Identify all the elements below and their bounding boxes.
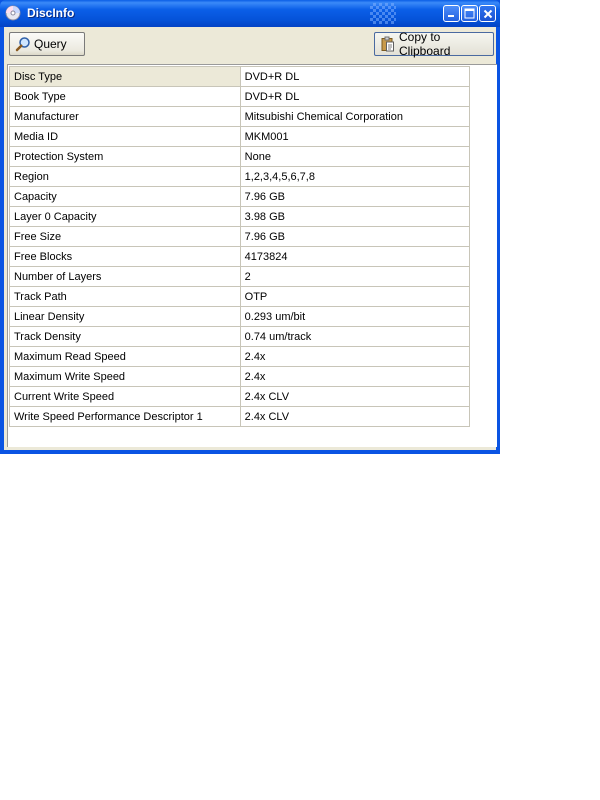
- property-value[interactable]: MKM001: [240, 127, 469, 147]
- clipboard-icon: [380, 36, 396, 52]
- property-name[interactable]: Write Speed Performance Descriptor 1: [10, 407, 241, 427]
- property-name[interactable]: Free Blocks: [10, 247, 241, 267]
- property-value[interactable]: OTP: [240, 287, 469, 307]
- table-row[interactable]: [10, 107, 470, 127]
- window-title: DiscInfo: [27, 6, 75, 20]
- discinfo-window: [0, 0, 500, 454]
- table-row[interactable]: [10, 127, 470, 147]
- property-value[interactable]: 7.96 GB: [240, 227, 469, 247]
- property-value[interactable]: 2.4x CLV: [240, 387, 469, 407]
- grid-empty-area: [473, 65, 497, 447]
- toolbar: [4, 27, 496, 61]
- table-row[interactable]: [10, 67, 470, 87]
- property-name[interactable]: Maximum Write Speed: [10, 367, 241, 387]
- table-row[interactable]: [10, 327, 470, 347]
- property-name[interactable]: Current Write Speed: [10, 387, 241, 407]
- table-row[interactable]: [10, 387, 470, 407]
- property-value[interactable]: 7.96 GB: [240, 187, 469, 207]
- property-name[interactable]: Media ID: [10, 127, 241, 147]
- query-label: Query: [34, 37, 67, 51]
- property-value[interactable]: None: [240, 147, 469, 167]
- minimize-button[interactable]: [443, 5, 460, 22]
- property-value[interactable]: 1,2,3,4,5,6,7,8: [240, 167, 469, 187]
- minimize-icon: [447, 9, 456, 18]
- table-row[interactable]: [10, 167, 470, 187]
- property-name[interactable]: Layer 0 Capacity: [10, 207, 241, 227]
- table-row[interactable]: [10, 407, 470, 427]
- close-icon: [483, 9, 493, 19]
- property-name[interactable]: Protection System: [10, 147, 241, 167]
- property-value[interactable]: 2.4x: [240, 367, 469, 387]
- property-name[interactable]: Region: [10, 167, 241, 187]
- table-row[interactable]: [10, 307, 470, 327]
- property-value[interactable]: 2.4x: [240, 347, 469, 367]
- table-row[interactable]: [10, 287, 470, 307]
- maximize-button[interactable]: [461, 5, 478, 22]
- property-name[interactable]: Track Path: [10, 287, 241, 307]
- property-name[interactable]: Linear Density: [10, 307, 241, 327]
- property-grid[interactable]: [7, 64, 497, 447]
- table-row[interactable]: [10, 267, 470, 287]
- maximize-icon: [464, 8, 475, 19]
- property-name[interactable]: Track Density: [10, 327, 241, 347]
- table-row[interactable]: [10, 187, 470, 207]
- property-name[interactable]: Manufacturer: [10, 107, 241, 127]
- properties-table: [9, 66, 470, 427]
- property-value[interactable]: 2.4x CLV: [240, 407, 469, 427]
- property-name[interactable]: Maximum Read Speed: [10, 347, 241, 367]
- property-value[interactable]: DVD+R DL: [240, 87, 469, 107]
- property-name[interactable]: Capacity: [10, 187, 241, 207]
- table-row[interactable]: [10, 367, 470, 387]
- table-row[interactable]: [10, 247, 470, 267]
- property-name[interactable]: Book Type: [10, 87, 241, 107]
- copy-label: Copy to Clipboard: [399, 30, 451, 58]
- property-value[interactable]: 0.74 um/track: [240, 327, 469, 347]
- property-value[interactable]: Mitsubishi Chemical Corporation: [240, 107, 469, 127]
- property-value[interactable]: 3.98 GB: [240, 207, 469, 227]
- title-bar[interactable]: [0, 0, 500, 27]
- table-row[interactable]: [10, 207, 470, 227]
- table-row[interactable]: [10, 347, 470, 367]
- disc-icon: [5, 5, 21, 21]
- window-frame-bottom: [0, 450, 500, 454]
- property-value[interactable]: DVD+R DL: [240, 67, 469, 87]
- table-row[interactable]: [10, 227, 470, 247]
- close-button[interactable]: [479, 5, 496, 22]
- magnifier-icon: [15, 36, 31, 52]
- table-row[interactable]: [10, 147, 470, 167]
- query-button[interactable]: [9, 32, 85, 56]
- table-row[interactable]: [10, 87, 470, 107]
- property-name[interactable]: Number of Layers: [10, 267, 241, 287]
- property-value[interactable]: 4173824: [240, 247, 469, 267]
- property-value[interactable]: 2: [240, 267, 469, 287]
- property-value[interactable]: 0.293 um/bit: [240, 307, 469, 327]
- property-name[interactable]: Free Size: [10, 227, 241, 247]
- client-area: [4, 27, 496, 450]
- title-decoration: [370, 3, 396, 24]
- copy-to-clipboard-button[interactable]: [374, 32, 494, 56]
- property-name[interactable]: Disc Type: [10, 67, 241, 87]
